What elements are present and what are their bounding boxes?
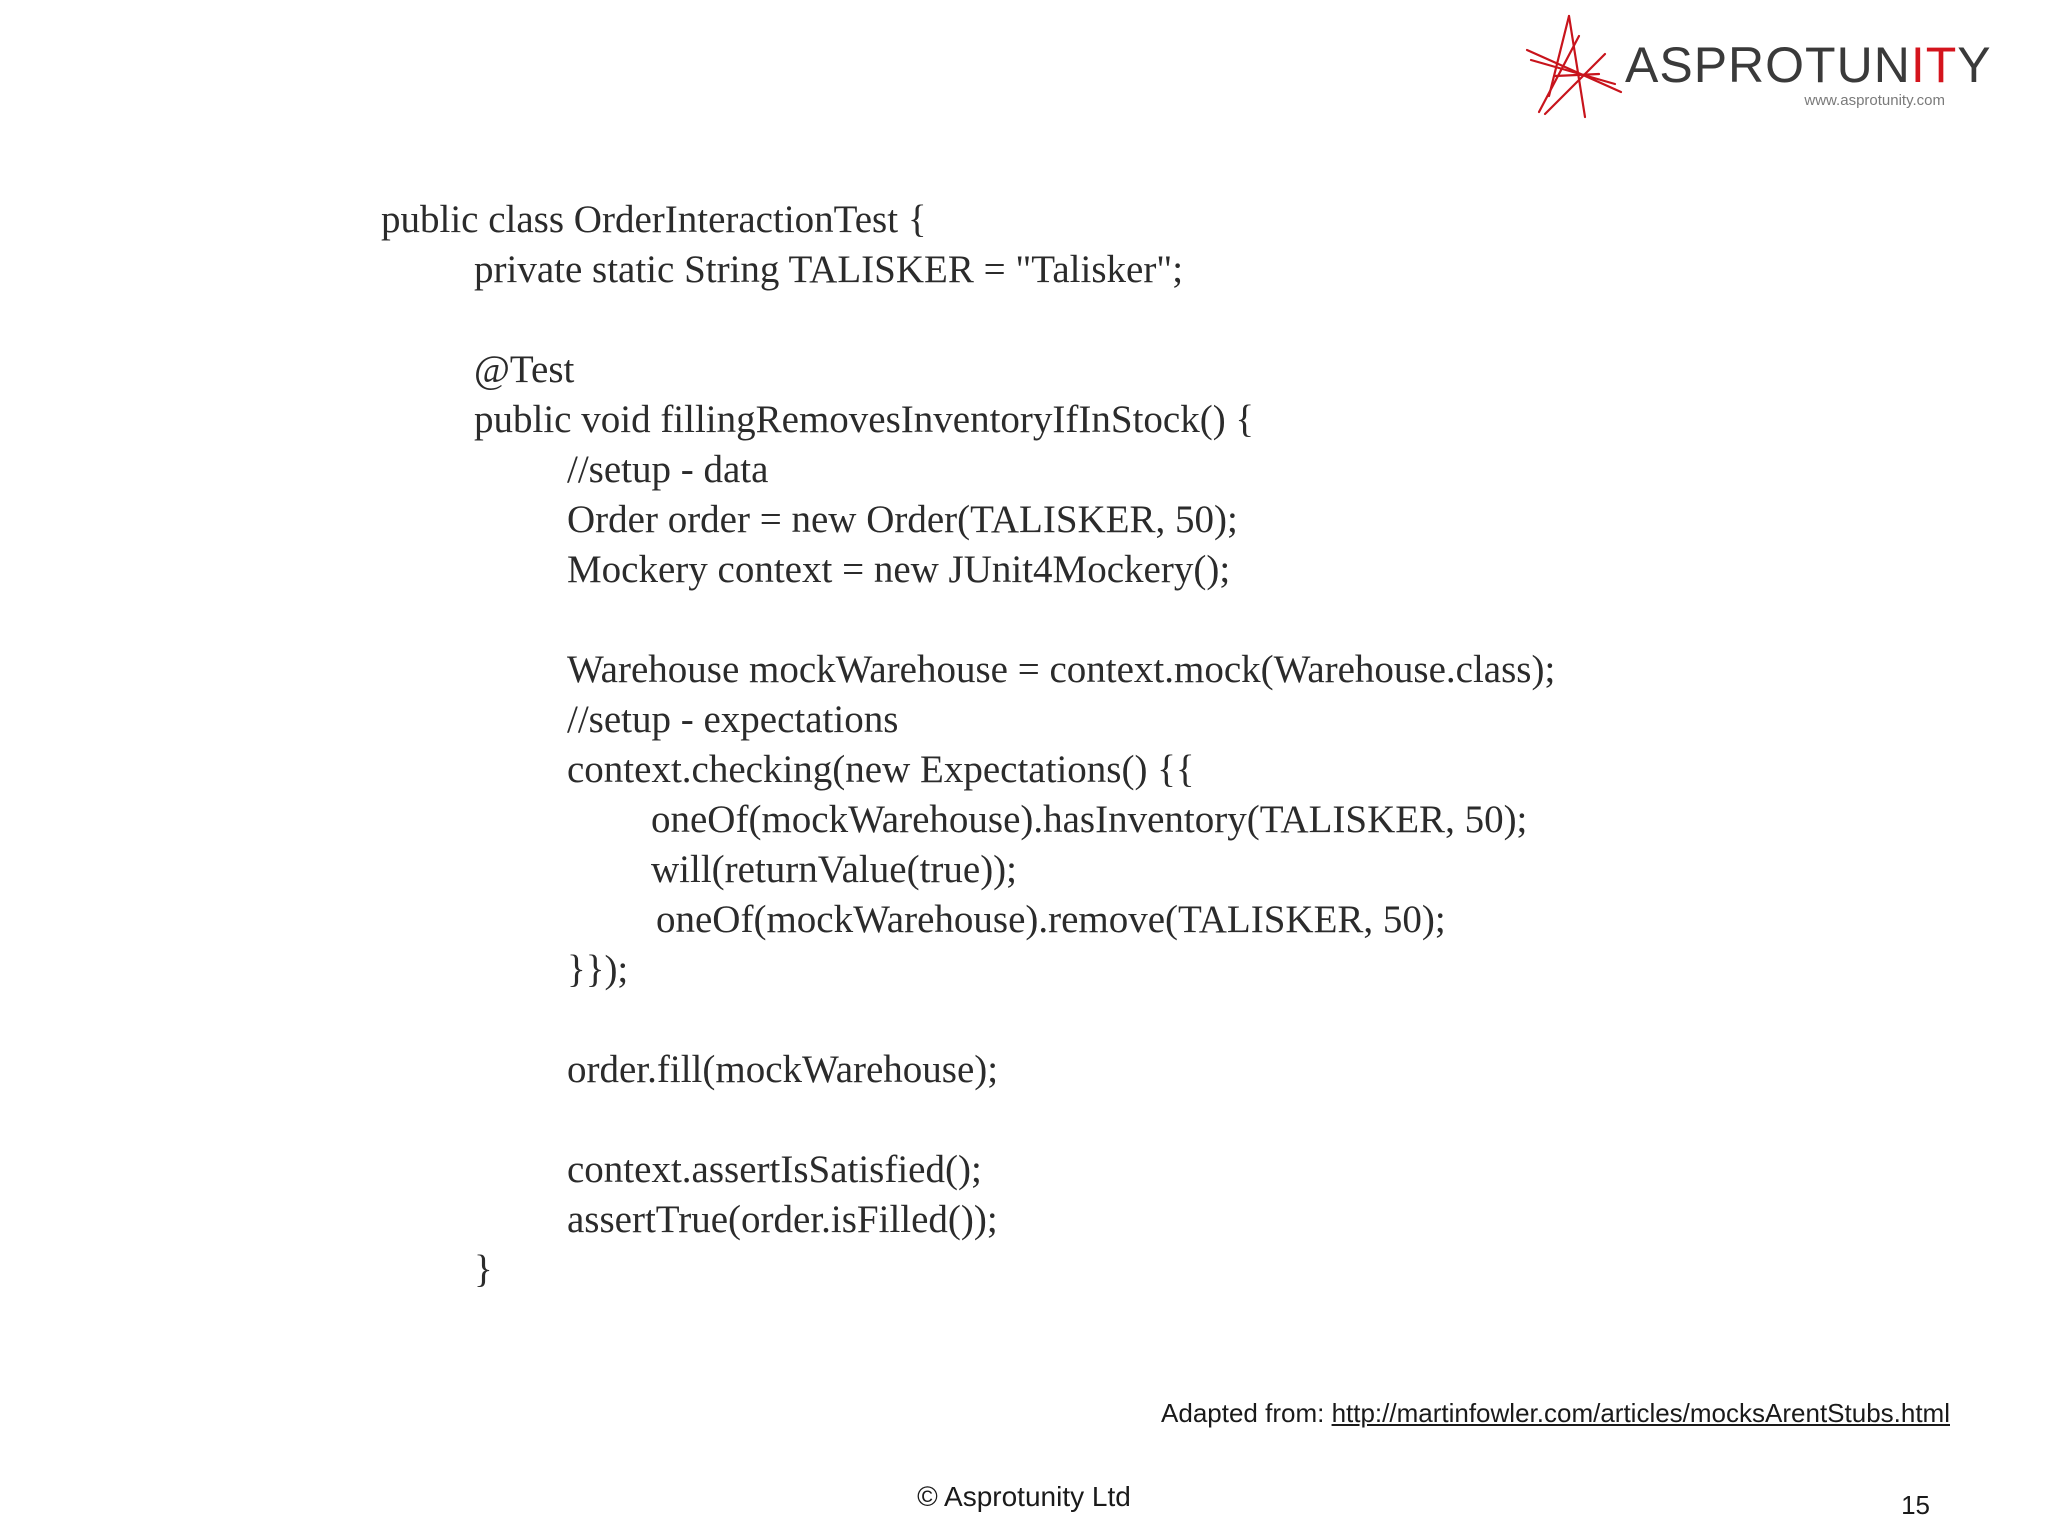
code-line: }}); [567, 948, 629, 991]
logo-url: www.asprotunity.com [1804, 92, 1945, 109]
code-line: //setup - data [567, 448, 769, 491]
code-line: context.checking(new Expectations() {{ [567, 748, 1195, 791]
code-line: will(returnValue(true)); [651, 848, 1018, 891]
code-line: } [474, 1248, 493, 1291]
code-line: assertTrue(order.isFilled()); [567, 1198, 998, 1241]
attribution [1161, 1398, 1950, 1429]
code-line: oneOf(mockWarehouse).hasInventory(TALISKER, 50); [651, 798, 1528, 841]
code-line: Mockery context = new JUnit4Mockery(); [567, 548, 1231, 591]
code-line: context.assertIsSatisfied(); [567, 1148, 982, 1191]
code-line: public void fillingRemovesInventoryIfInStock() { [474, 398, 1255, 441]
attribution-link[interactable]: http://martinfowler.com/articles/mocksArentStubs.html [1331, 1398, 1950, 1428]
code-line: //setup - expectations [567, 698, 899, 741]
logo-wordmark: ASPROTUNITY [1625, 37, 1992, 93]
code-line: public class OrderInteractionTest { [381, 198, 927, 241]
code-line: @Test [474, 348, 575, 391]
copyright: © Asprotunity Ltd [917, 1481, 1131, 1512]
code-line: private static String TALISKER = "Talisker"; [474, 248, 1184, 291]
code-line: Order order = new Order(TALISKER, 50); [567, 498, 1238, 541]
code-line: Warehouse mockWarehouse = context.mock(Warehouse.class); [567, 648, 1556, 691]
code-line: order.fill(mockWarehouse); [567, 1048, 999, 1091]
code-line: oneOf(mockWarehouse).remove(TALISKER, 50); [656, 898, 1446, 941]
attribution-prefix: Adapted from: [1161, 1398, 1332, 1428]
page-number: 15 [1901, 1490, 1930, 1520]
